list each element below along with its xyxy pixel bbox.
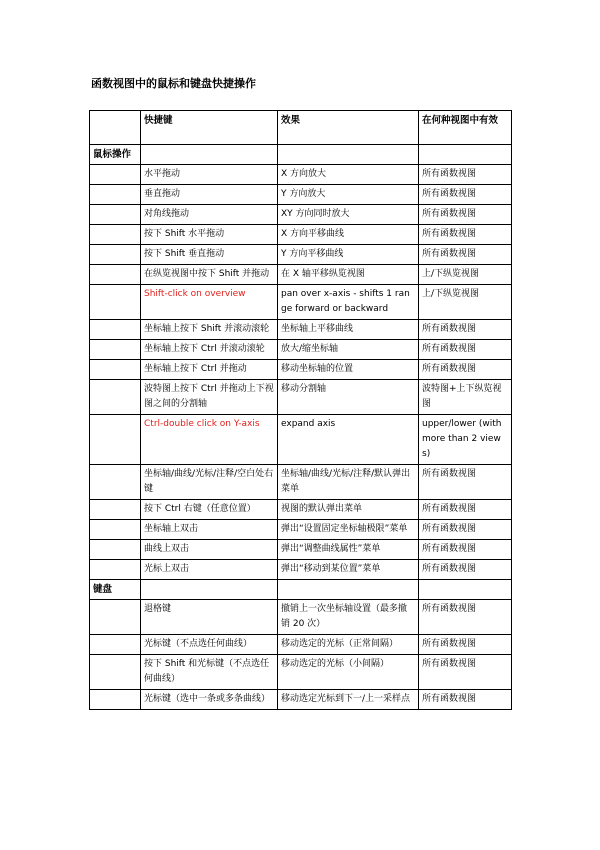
effect-cell: 弹出“移动到某位置”菜单 (278, 560, 419, 580)
table-row (90, 225, 512, 245)
row-category-cell (90, 380, 141, 415)
table-row (90, 165, 512, 185)
shortcut-cell: 在纵览视图中按下 Shift 并拖动 (141, 265, 278, 285)
shortcut-cell: 坐标轴上按下 Ctrl 并拖动 (141, 360, 278, 380)
effect-cell: 放大/缩坐标轴 (278, 340, 419, 360)
effect-cell: pan over x-axis - shifts 1 range forward or backward (278, 285, 419, 320)
row-category-cell (90, 415, 141, 465)
row-category-cell (90, 600, 141, 635)
row-category-cell (90, 655, 141, 690)
valid-in-cell: 所有函数视图 (419, 600, 512, 635)
shortcut-cell: 水平拖动 (141, 165, 278, 185)
valid-in-cell: 所有函数视图 (419, 500, 512, 520)
shortcut-cell: 按下 Ctrl 右键（任意位置） (141, 500, 278, 520)
shortcut-cell: 垂直拖动 (141, 185, 278, 205)
valid-in-cell: 所有函数视图 (419, 340, 512, 360)
section-row (90, 145, 512, 165)
section-empty-cell (141, 145, 278, 165)
row-category-cell (90, 360, 141, 380)
table-row (90, 600, 512, 635)
valid-in-cell: 所有函数视图 (419, 655, 512, 690)
section-empty-cell (419, 145, 512, 165)
effect-cell: 移动选定的光标（小间隔） (278, 655, 419, 690)
table-row (90, 560, 512, 580)
table-row (90, 205, 512, 225)
effect-cell: 撤销上一次坐标轴设置（最多撤销 20 次） (278, 600, 419, 635)
section-label: 键盘 (90, 580, 141, 600)
section-row (90, 580, 512, 600)
shortcut-cell: 光标上双击 (141, 560, 278, 580)
valid-in-cell: 上/下纵览视图 (419, 265, 512, 285)
section-empty-cell (278, 145, 419, 165)
valid-in-cell: 所有函数视图 (419, 540, 512, 560)
shortcut-cell: 对角线拖动 (141, 205, 278, 225)
shortcut-cell: 坐标轴上按下 Ctrl 并滚动滚轮 (141, 340, 278, 360)
table-row (90, 245, 512, 265)
row-category-cell (90, 500, 141, 520)
shortcut-cell: 坐标轴上双击 (141, 520, 278, 540)
table-row (90, 340, 512, 360)
valid-in-cell: 所有函数视图 (419, 520, 512, 540)
shortcut-cell: 坐标轴/曲线/光标/注释/空白处右键 (141, 465, 278, 500)
section-empty-cell (278, 580, 419, 600)
effect-cell: 移动选定的光标（正常间隔） (278, 635, 419, 655)
effect-cell: X 方向平移曲线 (278, 225, 419, 245)
effect-cell: 移动坐标轴的位置 (278, 360, 419, 380)
row-category-cell (90, 225, 141, 245)
row-category-cell (90, 520, 141, 540)
shortcut-cell: 波特图上按下 Ctrl 并拖动上下视图之间的分割轴 (141, 380, 278, 415)
page-title: 函数视图中的鼠标和键盘快捷操作 (91, 77, 256, 90)
valid-in-cell: upper/lower (with more than 2 views) (419, 415, 512, 465)
effect-cell: 坐标轴/曲线/光标/注释/默认弹出菜单 (278, 465, 419, 500)
effect-cell: Y 方向放大 (278, 185, 419, 205)
table-row (90, 380, 512, 415)
effect-cell: 弹出“设置固定坐标轴极限”菜单 (278, 520, 419, 540)
valid-in-cell: 所有函数视图 (419, 185, 512, 205)
effect-cell: X 方向放大 (278, 165, 419, 185)
shortcut-table (89, 110, 512, 710)
section-empty-cell (141, 580, 278, 600)
row-category-cell (90, 340, 141, 360)
row-category-cell (90, 635, 141, 655)
row-category-cell (90, 465, 141, 500)
table-row (90, 415, 512, 465)
effect-cell: 移动选定光标到下一/上一采样点 (278, 690, 419, 710)
row-category-cell (90, 560, 141, 580)
effect-cell: XY 方向同时放大 (278, 205, 419, 225)
header-cell-shortcut: 快捷键 (141, 111, 278, 145)
shortcut-cell: Shift-click on overview (141, 285, 278, 320)
table-body (90, 111, 512, 710)
valid-in-cell: 所有函数视图 (419, 635, 512, 655)
shortcut-cell: 退格键 (141, 600, 278, 635)
table-row (90, 285, 512, 320)
valid-in-cell: 所有函数视图 (419, 205, 512, 225)
header-cell-category (90, 111, 141, 145)
shortcut-cell: 按下 Shift 垂直拖动 (141, 245, 278, 265)
section-label: 鼠标操作 (90, 145, 141, 165)
table-row (90, 520, 512, 540)
shortcut-cell: 按下 Shift 水平拖动 (141, 225, 278, 245)
row-category-cell (90, 285, 141, 320)
row-category-cell (90, 205, 141, 225)
header-cell-effect: 效果 (278, 111, 419, 145)
valid-in-cell: 所有函数视图 (419, 560, 512, 580)
valid-in-cell: 所有函数视图 (419, 360, 512, 380)
row-category-cell (90, 690, 141, 710)
row-category-cell (90, 265, 141, 285)
shortcut-cell: Ctrl-double click on Y-axis (141, 415, 278, 465)
shortcut-cell: 光标键（不点选任何曲线） (141, 635, 278, 655)
shortcut-cell: 按下 Shift 和光标键（不点选任何曲线） (141, 655, 278, 690)
table-header-row (90, 111, 512, 145)
shortcut-cell: 光标键（选中一条或多条曲线） (141, 690, 278, 710)
table-row (90, 500, 512, 520)
row-category-cell (90, 540, 141, 560)
table-row (90, 540, 512, 560)
row-category-cell (90, 245, 141, 265)
effect-cell: 移动分割轴 (278, 380, 419, 415)
valid-in-cell: 波特图+上下纵览视图 (419, 380, 512, 415)
table-row (90, 320, 512, 340)
row-category-cell (90, 165, 141, 185)
table-row (90, 360, 512, 380)
effect-cell: expand axis (278, 415, 419, 465)
row-category-cell (90, 320, 141, 340)
shortcut-cell: 曲线上双击 (141, 540, 278, 560)
valid-in-cell: 所有函数视图 (419, 690, 512, 710)
valid-in-cell: 所有函数视图 (419, 245, 512, 265)
shortcut-cell: 坐标轴上按下 Shift 并滚动滚轮 (141, 320, 278, 340)
row-category-cell (90, 185, 141, 205)
table-row (90, 465, 512, 500)
valid-in-cell: 所有函数视图 (419, 225, 512, 245)
header-cell-valid-in: 在何种视图中有效 (419, 111, 512, 145)
table-row (90, 690, 512, 710)
valid-in-cell: 所有函数视图 (419, 165, 512, 185)
effect-cell: 弹出“调整曲线属性”菜单 (278, 540, 419, 560)
section-empty-cell (419, 580, 512, 600)
table-row (90, 635, 512, 655)
effect-cell: Y 方向平移曲线 (278, 245, 419, 265)
table-row (90, 265, 512, 285)
effect-cell: 坐标轴上平移曲线 (278, 320, 419, 340)
valid-in-cell: 所有函数视图 (419, 320, 512, 340)
effect-cell: 在 X 轴平移纵览视图 (278, 265, 419, 285)
valid-in-cell: 所有函数视图 (419, 465, 512, 500)
effect-cell: 视图的默认弹出菜单 (278, 500, 419, 520)
table-row (90, 185, 512, 205)
valid-in-cell: 上/下纵览视图 (419, 285, 512, 320)
table-row (90, 655, 512, 690)
